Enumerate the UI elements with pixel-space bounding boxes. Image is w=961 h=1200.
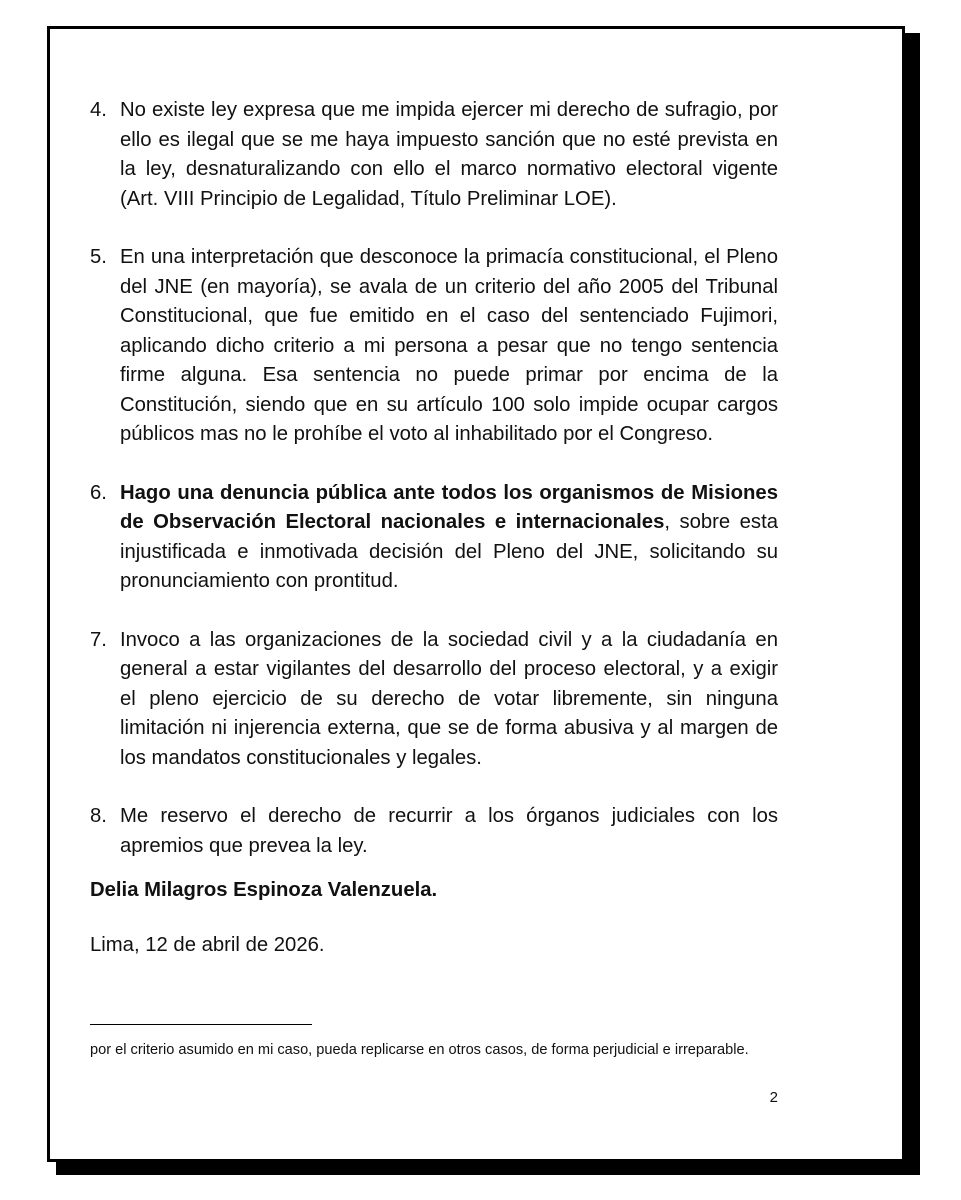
item-number: 7. <box>90 628 107 651</box>
list-item-8 <box>90 802 778 861</box>
item-text: Me reservo el derecho de recurrir a los órganos judiciales con los apremios que prevea la ley. <box>120 805 778 857</box>
footnote-divider <box>90 1024 312 1025</box>
item-number: 4. <box>90 99 107 121</box>
list-item-5 <box>90 243 778 450</box>
item-number: 5. <box>90 246 107 268</box>
footnote-text: por el criterio asumido en mi caso, pueda replicarse en otros casos, de forma perjudicial e irreparable. <box>90 1042 749 1058</box>
item-text-container <box>120 479 778 597</box>
list-item-4 <box>90 96 778 214</box>
list-item-7 <box>90 626 778 774</box>
item-text: No existe ley expresa que me impida ejercer mi derecho de sufragio, por ello es ilegal que se me haya impuesto sanción que no esté prevista en la ley, desnaturalizando con ello el marco normativo electoral vigente (Art. VIII Principio de Legalidad, Título Preliminar LOE). <box>120 99 778 210</box>
item-text: En una interpretación que desconoce la primacía constitucional, el Pleno del JNE (en mayoría), se avala de un criterio del año 2005 del Tribunal Constitucional, que fue emitido en el caso del sentenciado Fujimori, aplicando dicho criterio a mi persona a pesar que no tengo sentencia firme alguna. Esa sentencia no puede primar por encima de la Constitución, siendo que en su artículo 100 solo impide ocupar cargos públicos mas no le prohíbe el voto al inhabilitado por el Congreso. <box>120 246 778 445</box>
item-bold-text: Hago una denuncia pública ante todos los organismos de Misiones de Observación Electoral nacionales e internacionales <box>120 481 778 533</box>
item-text: Invoco a las organizaciones de la sociedad civil y a la ciudadanía en general a estar vigilantes del desarrollo del proceso electoral, y a exigir el pleno ejercicio de su derecho de votar libremente, sin ninguna limitación ni injerencia externa, que se de forma abusiva y al margen de los mandatos constitucionales y legales. <box>120 628 778 769</box>
list-item-6 <box>90 479 778 597</box>
item-number: 6. <box>90 481 107 504</box>
item-text: , sobre esta injustificada e inmotivada decisión del Pleno del JNE, solicitando su pronunciamiento con prontitud. <box>120 511 778 592</box>
date-line: Lima, 12 de abril de 2026. <box>90 933 325 956</box>
page-number: 2 <box>769 1089 778 1106</box>
item-number: 8. <box>90 805 107 827</box>
signature-name: Delia Milagros Espinoza Valenzuela. <box>90 879 438 901</box>
document-body <box>90 96 778 960</box>
